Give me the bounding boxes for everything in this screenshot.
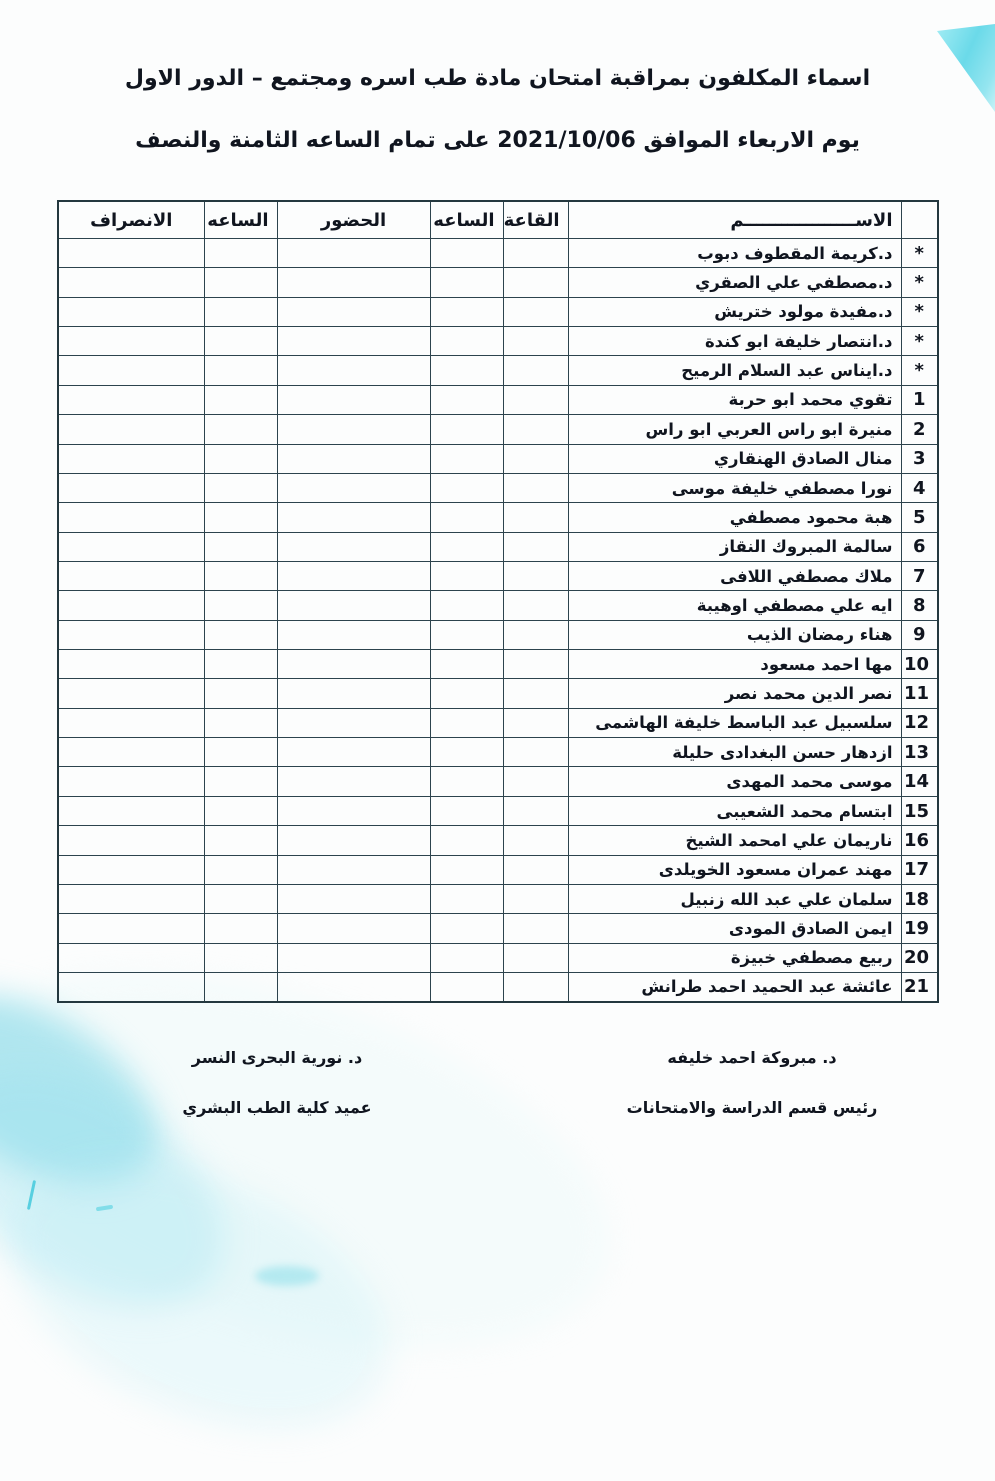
departure-cell-empty <box>58 767 204 796</box>
table-row <box>58 297 938 326</box>
column-header-name: الاســــــــــــــــــم <box>568 201 901 239</box>
departure-cell-empty <box>58 297 204 326</box>
arrival-hour-cell-empty <box>430 532 503 561</box>
table-row <box>58 914 938 943</box>
table-row <box>58 855 938 884</box>
departure-cell-empty <box>58 268 204 297</box>
hall-cell-empty <box>503 914 568 943</box>
departure-hour-cell-empty <box>204 297 277 326</box>
row-name: عائشة عبد الحميد احمد طرانش <box>568 972 901 1002</box>
document-title-line2: يوم الاربعاء الموافق 2021/10/06 على تمام الساعه الثامنة والنصف <box>135 128 860 153</box>
cyan-smudge-artifact <box>255 1266 319 1286</box>
row-marker: * <box>901 268 938 297</box>
column-header-hall: القاعة <box>503 201 568 239</box>
invigilators-roster-table <box>57 200 939 1003</box>
row-marker: 4 <box>901 473 938 502</box>
hall-cell-empty <box>503 239 568 268</box>
hall-cell-empty <box>503 561 568 590</box>
arrival-hour-cell-empty <box>430 297 503 326</box>
departure-hour-cell-empty <box>204 385 277 414</box>
hall-cell-empty <box>503 796 568 825</box>
row-name: سلسبيل عبد الباسط خليفة الهاشمى <box>568 708 901 737</box>
arrival-hour-cell-empty <box>430 444 503 473</box>
arrival-hour-cell-empty <box>430 561 503 590</box>
row-name: ابتسام محمد الشعيبى <box>568 796 901 825</box>
row-name: د.ايناس عبد السلام الرميح <box>568 356 901 385</box>
departure-hour-cell-empty <box>204 708 277 737</box>
hall-cell-empty <box>503 532 568 561</box>
attendance-cell-empty <box>277 385 430 414</box>
attendance-cell-empty <box>277 239 430 268</box>
attendance-cell-empty <box>277 532 430 561</box>
row-marker: 6 <box>901 532 938 561</box>
departure-hour-cell-empty <box>204 826 277 855</box>
row-name: مها احمد مسعود <box>568 650 901 679</box>
departure-hour-cell-empty <box>204 503 277 532</box>
departure-cell-empty <box>58 561 204 590</box>
table-row <box>58 503 938 532</box>
signature-name-right: د. مبروكة احمد خليفه <box>667 1048 837 1067</box>
departure-cell-empty <box>58 826 204 855</box>
attendance-cell-empty <box>277 767 430 796</box>
document-title-line1: اسماء المكلفون بمراقبة امتحان مادة طب اسره ومجتمع – الدور الاول <box>124 66 871 91</box>
table-row <box>58 826 938 855</box>
arrival-hour-cell-empty <box>430 708 503 737</box>
arrival-hour-cell-empty <box>430 503 503 532</box>
departure-hour-cell-empty <box>204 239 277 268</box>
hall-cell-empty <box>503 620 568 649</box>
table-row <box>58 268 938 297</box>
departure-hour-cell-empty <box>204 356 277 385</box>
departure-hour-cell-empty <box>204 914 277 943</box>
row-marker: 16 <box>901 826 938 855</box>
table-row <box>58 591 938 620</box>
departure-cell-empty <box>58 473 204 502</box>
attendance-cell-empty <box>277 591 430 620</box>
arrival-hour-cell-empty <box>430 650 503 679</box>
table-row <box>58 444 938 473</box>
departure-cell-empty <box>58 738 204 767</box>
departure-hour-cell-empty <box>204 767 277 796</box>
departure-cell-empty <box>58 679 204 708</box>
departure-hour-cell-empty <box>204 972 277 1002</box>
arrival-hour-cell-empty <box>430 473 503 502</box>
attendance-cell-empty <box>277 914 430 943</box>
arrival-hour-cell-empty <box>430 327 503 356</box>
table-row <box>58 385 938 414</box>
attendance-cell-empty <box>277 738 430 767</box>
attendance-cell-empty <box>277 444 430 473</box>
attendance-cell-empty <box>277 620 430 649</box>
arrival-hour-cell-empty <box>430 943 503 972</box>
row-name: منال الصادق الهنقاري <box>568 444 901 473</box>
attendance-cell-empty <box>277 268 430 297</box>
hall-cell-empty <box>503 385 568 414</box>
row-marker: 13 <box>901 738 938 767</box>
arrival-hour-cell-empty <box>430 356 503 385</box>
hall-cell-empty <box>503 268 568 297</box>
table-row <box>58 620 938 649</box>
hall-cell-empty <box>503 503 568 532</box>
arrival-hour-cell-empty <box>430 826 503 855</box>
table-row <box>58 738 938 767</box>
departure-cell-empty <box>58 532 204 561</box>
signature-block-right <box>613 1048 891 1117</box>
arrival-hour-cell-empty <box>430 972 503 1002</box>
row-marker: 8 <box>901 591 938 620</box>
departure-cell-empty <box>58 708 204 737</box>
table-row <box>58 561 938 590</box>
arrival-hour-cell-empty <box>430 591 503 620</box>
hall-cell-empty <box>503 826 568 855</box>
attendance-cell-empty <box>277 650 430 679</box>
attendance-cell-empty <box>277 356 430 385</box>
row-marker: 10 <box>901 650 938 679</box>
row-name: ايمن الصادق المودى <box>568 914 901 943</box>
hall-cell-empty <box>503 767 568 796</box>
signature-title-left: عميد كلية الطب البشري <box>182 1098 372 1117</box>
row-marker: 9 <box>901 620 938 649</box>
table-row <box>58 972 938 1002</box>
row-name: مهند عمران مسعود الخويلدى <box>568 855 901 884</box>
column-header-marker <box>901 201 938 239</box>
departure-hour-cell-empty <box>204 650 277 679</box>
arrival-hour-cell-empty <box>430 385 503 414</box>
column-header-arrival-hour: الساعه <box>430 201 503 239</box>
table-body <box>58 239 938 1003</box>
table-header-row <box>58 201 938 239</box>
row-marker: * <box>901 239 938 268</box>
arrival-hour-cell-empty <box>430 738 503 767</box>
attendance-cell-empty <box>277 855 430 884</box>
hall-cell-empty <box>503 356 568 385</box>
departure-cell-empty <box>58 914 204 943</box>
attendance-cell-empty <box>277 473 430 502</box>
hall-cell-empty <box>503 738 568 767</box>
hall-cell-empty <box>503 473 568 502</box>
arrival-hour-cell-empty <box>430 268 503 297</box>
row-marker: * <box>901 297 938 326</box>
arrival-hour-cell-empty <box>430 914 503 943</box>
departure-hour-cell-empty <box>204 943 277 972</box>
signature-name-left: د. نورية البحرى النسر <box>191 1048 363 1067</box>
column-header-departure-hour: الساعه <box>204 201 277 239</box>
row-name: ربيع مصطفي خبيزة <box>568 943 901 972</box>
row-name: سالمة المبروك النقاز <box>568 532 901 561</box>
attendance-cell-empty <box>277 972 430 1002</box>
attendance-cell-empty <box>277 327 430 356</box>
row-name: منيرة ابو راس العربي ابو راس <box>568 415 901 444</box>
row-marker: 11 <box>901 679 938 708</box>
row-marker: 1 <box>901 385 938 414</box>
departure-cell-empty <box>58 239 204 268</box>
row-name: تقوي محمد ابو حربة <box>568 385 901 414</box>
row-name: د.كريمة المقطوف دبوب <box>568 239 901 268</box>
row-marker: 14 <box>901 767 938 796</box>
attendance-cell-empty <box>277 297 430 326</box>
departure-cell-empty <box>58 972 204 1002</box>
row-marker: 19 <box>901 914 938 943</box>
table-row <box>58 532 938 561</box>
departure-hour-cell-empty <box>204 268 277 297</box>
departure-hour-cell-empty <box>204 796 277 825</box>
attendance-cell-empty <box>277 561 430 590</box>
row-name: هبة محمود مصطفي <box>568 503 901 532</box>
row-name: موسى محمد المهدى <box>568 767 901 796</box>
departure-cell-empty <box>58 444 204 473</box>
row-marker: * <box>901 327 938 356</box>
attendance-cell-empty <box>277 796 430 825</box>
arrival-hour-cell-empty <box>430 239 503 268</box>
departure-hour-cell-empty <box>204 738 277 767</box>
table-row <box>58 327 938 356</box>
table-row <box>58 473 938 502</box>
attendance-cell-empty <box>277 503 430 532</box>
row-name: ملاك مصطفي اللافى <box>568 561 901 590</box>
row-marker: 3 <box>901 444 938 473</box>
row-marker: 17 <box>901 855 938 884</box>
departure-cell-empty <box>58 503 204 532</box>
attendance-cell-empty <box>277 826 430 855</box>
arrival-hour-cell-empty <box>430 884 503 913</box>
arrival-hour-cell-empty <box>430 796 503 825</box>
hall-cell-empty <box>503 444 568 473</box>
arrival-hour-cell-empty <box>430 620 503 649</box>
departure-cell-empty <box>58 620 204 649</box>
row-marker: 15 <box>901 796 938 825</box>
departure-cell-empty <box>58 591 204 620</box>
hall-cell-empty <box>503 297 568 326</box>
signature-block-left <box>178 1048 376 1117</box>
arrival-hour-cell-empty <box>430 679 503 708</box>
row-marker: 21 <box>901 972 938 1002</box>
hall-cell-empty <box>503 327 568 356</box>
table-row <box>58 356 938 385</box>
departure-hour-cell-empty <box>204 444 277 473</box>
row-marker: 12 <box>901 708 938 737</box>
row-marker: * <box>901 356 938 385</box>
departure-cell-empty <box>58 415 204 444</box>
departure-hour-cell-empty <box>204 591 277 620</box>
signature-title-right: رئيس قسم الدراسة والامتحانات <box>626 1098 878 1117</box>
departure-hour-cell-empty <box>204 532 277 561</box>
attendance-cell-empty <box>277 943 430 972</box>
hall-cell-empty <box>503 855 568 884</box>
row-name: هناء رمضان الذيب <box>568 620 901 649</box>
arrival-hour-cell-empty <box>430 767 503 796</box>
arrival-hour-cell-empty <box>430 415 503 444</box>
attendance-cell-empty <box>277 679 430 708</box>
row-name: ازدهار حسن البغدادى حليلة <box>568 738 901 767</box>
hall-cell-empty <box>503 679 568 708</box>
arrival-hour-cell-empty <box>430 855 503 884</box>
hall-cell-empty <box>503 884 568 913</box>
hall-cell-empty <box>503 972 568 1002</box>
row-marker: 7 <box>901 561 938 590</box>
table-row <box>58 415 938 444</box>
departure-cell-empty <box>58 796 204 825</box>
departure-cell-empty <box>58 385 204 414</box>
row-name: د.مصطفي علي الصقري <box>568 268 901 297</box>
departure-hour-cell-empty <box>204 473 277 502</box>
departure-hour-cell-empty <box>204 679 277 708</box>
table-row <box>58 650 938 679</box>
row-marker: 20 <box>901 943 938 972</box>
departure-cell-empty <box>58 884 204 913</box>
table-row <box>58 767 938 796</box>
departure-cell-empty <box>58 356 204 385</box>
column-header-attendance: الحضور <box>277 201 430 239</box>
hall-cell-empty <box>503 943 568 972</box>
hall-cell-empty <box>503 415 568 444</box>
table-row <box>58 679 938 708</box>
row-name: نصر الدين محمد نصر <box>568 679 901 708</box>
departure-cell-empty <box>58 855 204 884</box>
departure-hour-cell-empty <box>204 327 277 356</box>
hall-cell-empty <box>503 708 568 737</box>
departure-hour-cell-empty <box>204 561 277 590</box>
row-marker: 5 <box>901 503 938 532</box>
row-name: د.مفيدة مولود ختريش <box>568 297 901 326</box>
departure-hour-cell-empty <box>204 415 277 444</box>
column-header-departure: الانصراف <box>58 201 204 239</box>
row-marker: 2 <box>901 415 938 444</box>
table-row <box>58 239 938 268</box>
table-row <box>58 943 938 972</box>
row-marker: 18 <box>901 884 938 913</box>
departure-hour-cell-empty <box>204 884 277 913</box>
table-row <box>58 884 938 913</box>
row-name: نورا مصطفي خليفة موسى <box>568 473 901 502</box>
hall-cell-empty <box>503 591 568 620</box>
departure-cell-empty <box>58 327 204 356</box>
row-name: د.انتصار خليفة ابو كندة <box>568 327 901 356</box>
departure-cell-empty <box>58 943 204 972</box>
table-row <box>58 708 938 737</box>
row-name: سلمان علي عبد الله زنبيل <box>568 884 901 913</box>
attendance-cell-empty <box>277 708 430 737</box>
table-row <box>58 796 938 825</box>
departure-hour-cell-empty <box>204 855 277 884</box>
attendance-cell-empty <box>277 884 430 913</box>
departure-cell-empty <box>58 650 204 679</box>
row-name: ناريمان علي امحمد الشيخ <box>568 826 901 855</box>
departure-hour-cell-empty <box>204 620 277 649</box>
attendance-cell-empty <box>277 415 430 444</box>
row-name: ايه علي مصطفي اوهيبة <box>568 591 901 620</box>
hall-cell-empty <box>503 650 568 679</box>
